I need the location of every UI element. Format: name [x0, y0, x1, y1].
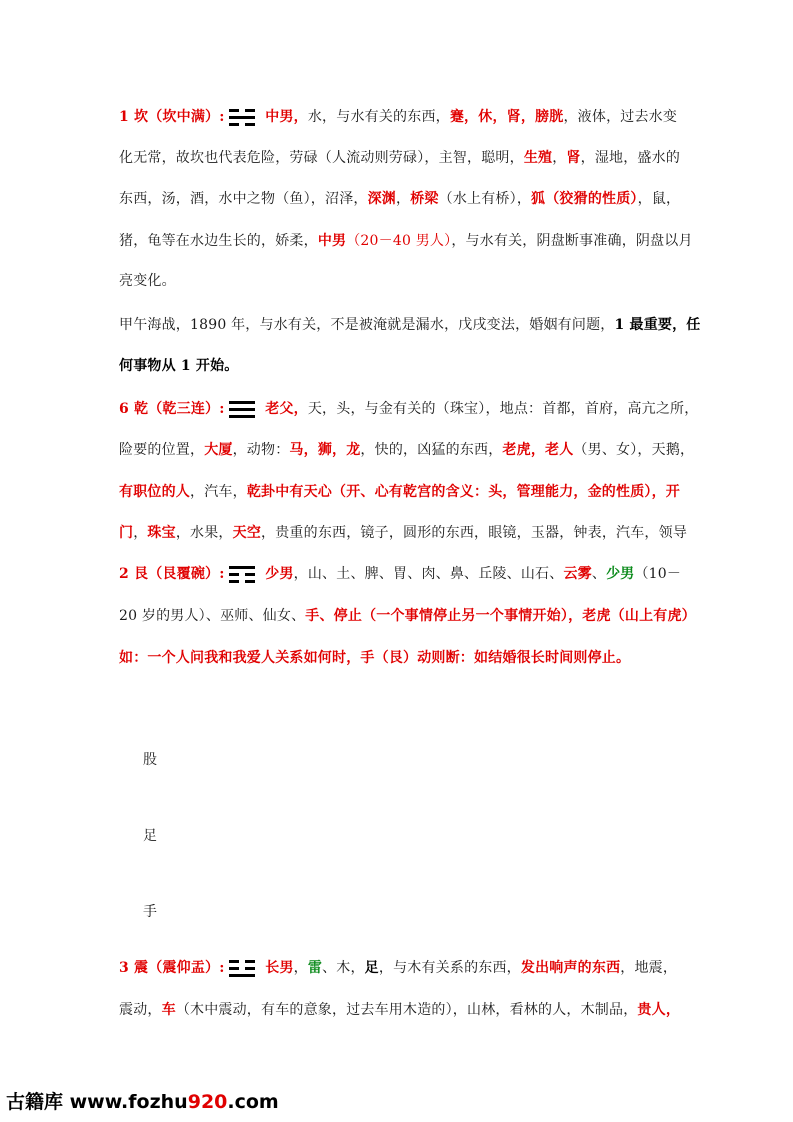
gen-text: 云雾	[563, 566, 592, 582]
kan-text: ，	[552, 150, 567, 166]
gen-text: ，山、土、脾、胃、肉、鼻、丘陵、山石、	[293, 566, 564, 582]
qian-text: 大厦	[204, 442, 233, 458]
footer-watermark	[6, 1087, 279, 1117]
qian-text: 天，头，与金有关的（珠宝），地点：首都，首府，高亢之所，	[307, 401, 699, 417]
kan-text: ，液体，过去水变	[563, 109, 678, 125]
kan-text: （20－40 男人）	[346, 233, 452, 249]
qian-line-1	[119, 399, 698, 419]
qian-text: 珠宝	[147, 525, 176, 541]
zhen-text: 发出响声的东西	[520, 960, 621, 976]
gen-line-2	[119, 606, 696, 626]
gen-text: 少男	[606, 566, 635, 582]
zhen-text: 车	[161, 1002, 176, 1018]
kan-text: 深渊	[367, 191, 397, 207]
kan-text: ，鼠，	[637, 191, 681, 207]
qian-text: ，水果，	[175, 525, 233, 541]
kan-line-3	[119, 189, 680, 209]
qian-line-3	[119, 482, 680, 502]
zhen-text: 长男	[265, 960, 294, 976]
gen-line-1	[119, 564, 681, 584]
qian-text: （男、女），天鹅，	[573, 442, 695, 458]
qian-text: 险要的位置，	[119, 442, 205, 458]
gen-line-3	[119, 648, 630, 668]
kan-text: 化无常，故坎也代表危险，劳碌（人流动则劳碌），主智，聪明，	[119, 150, 524, 166]
zhen-text: ，与木有关系的东西，	[378, 960, 521, 976]
body-part-foot: 足	[143, 828, 157, 844]
qian-text: 乾卦中有天心（开、心有乾宫的含义：头，管理能力，金的性质），开	[246, 484, 681, 500]
gen-text: 少男	[265, 566, 294, 582]
zhen-text: 震动，	[119, 1002, 162, 1018]
qian-text: ，	[133, 525, 148, 541]
qian-text: 老父，	[265, 401, 308, 417]
kan-text: 中男	[317, 233, 347, 249]
qian-text: 天空	[232, 525, 262, 541]
qian-heading: 6 乾（乾三连）:	[119, 401, 225, 417]
kan-line-5	[119, 271, 176, 291]
qian-text: 门	[119, 525, 134, 541]
kan-text: 甲午海战，1890 年，与水有关，不是被淹就是漏水，戊戌变法，婚姻有问题，	[119, 317, 615, 333]
gen-text: 20 岁的男人）、巫师、仙女、	[119, 608, 306, 624]
kan-line-4	[119, 231, 693, 251]
kan-text: 何事物从 1 开始。	[119, 358, 239, 374]
body-part-hand: 手	[143, 904, 157, 920]
kan-text: 蹇，休，肾，膀胱	[449, 109, 564, 125]
zhen-line-1	[119, 958, 677, 978]
kan-text: （水上有桥），	[438, 191, 532, 207]
kan-text: 猪，龟等在水边生长的，娇柔，	[119, 233, 318, 249]
qian-trigram-icon	[229, 399, 255, 419]
footer-brand: 古籍库 www.fozhu	[6, 1091, 188, 1113]
kan-text: ，	[396, 191, 411, 207]
qian-text: ，快的，凶猛的东西，	[360, 442, 503, 458]
kan-text: 肾	[566, 150, 581, 166]
gen-text: 如：一个人问我和我爱人关系如何时，手（艮）动则断：如结婚很长时间则停止。	[119, 650, 631, 666]
kan-line-1	[119, 107, 677, 127]
qian-text: ，贵重的东西，镜子，圆形的东西，眼镜，玉器，钟表，汽车，领导	[261, 525, 688, 541]
zhen-text: 雷	[307, 960, 323, 976]
qian-text: ，动物：	[232, 442, 290, 458]
qian-line-2	[119, 440, 694, 460]
footer-tail: .com	[227, 1091, 279, 1113]
footer-number: 920	[187, 1091, 228, 1113]
kan-text: 桥梁	[410, 191, 439, 207]
qian-text: ，汽车，	[190, 484, 247, 500]
zhen-text: 贵人，	[637, 1002, 681, 1018]
gen-heading: 2 艮（艮覆碗）:	[119, 566, 225, 582]
zhen-text: 、木，	[322, 960, 365, 976]
kan-text: ，与水有关，阴盘断事准确，阴盘以月	[451, 233, 693, 249]
kan-line-6	[119, 315, 701, 335]
gen-text: 手、停止（一个事情停止另一个事情开始），老虎（山上有虎）	[305, 608, 696, 624]
qian-text: 有职位的人	[119, 484, 190, 500]
kan-text: 中男，	[265, 109, 308, 125]
body-part-thigh: 股	[143, 752, 157, 768]
kan-text: 生殖	[523, 150, 553, 166]
gen-trigram-icon	[229, 564, 255, 584]
gen-text: （10－	[634, 566, 682, 582]
kan-text: 亮变化。	[119, 273, 176, 289]
qian-line-4	[119, 523, 687, 543]
kan-text: 狐（狡猾的性质）	[531, 191, 638, 207]
kan-line-2	[119, 148, 680, 168]
kan-text: 东西，汤，酒，水中之物（鱼），沼泽，	[119, 191, 368, 207]
zhen-line-2	[119, 1000, 680, 1020]
gen-text: 、	[591, 566, 607, 582]
kan-text: 水，与水有关的东西，	[307, 109, 450, 125]
zhen-text: ，地震，	[620, 960, 678, 976]
zhen-heading: 3 震（震仰盂）:	[119, 960, 225, 976]
kan-line-7	[119, 356, 239, 376]
kan-heading: 1 坎（坎中满）:	[119, 109, 225, 125]
kan-text: ，湿地，盛水的	[580, 150, 681, 166]
qian-text: 老虎，老人	[502, 442, 574, 458]
kan-trigram-icon	[229, 107, 255, 127]
zhen-text: ，	[293, 960, 308, 976]
qian-text: 马，狮，龙	[289, 442, 361, 458]
zhen-text: 足	[364, 960, 379, 976]
zhen-trigram-icon	[229, 958, 255, 978]
zhen-text: （木中震动，有车的意象，过去车用木造的），山林，看林的人，木制品，	[175, 1002, 638, 1018]
kan-text: 1 最重要，任	[614, 317, 701, 333]
